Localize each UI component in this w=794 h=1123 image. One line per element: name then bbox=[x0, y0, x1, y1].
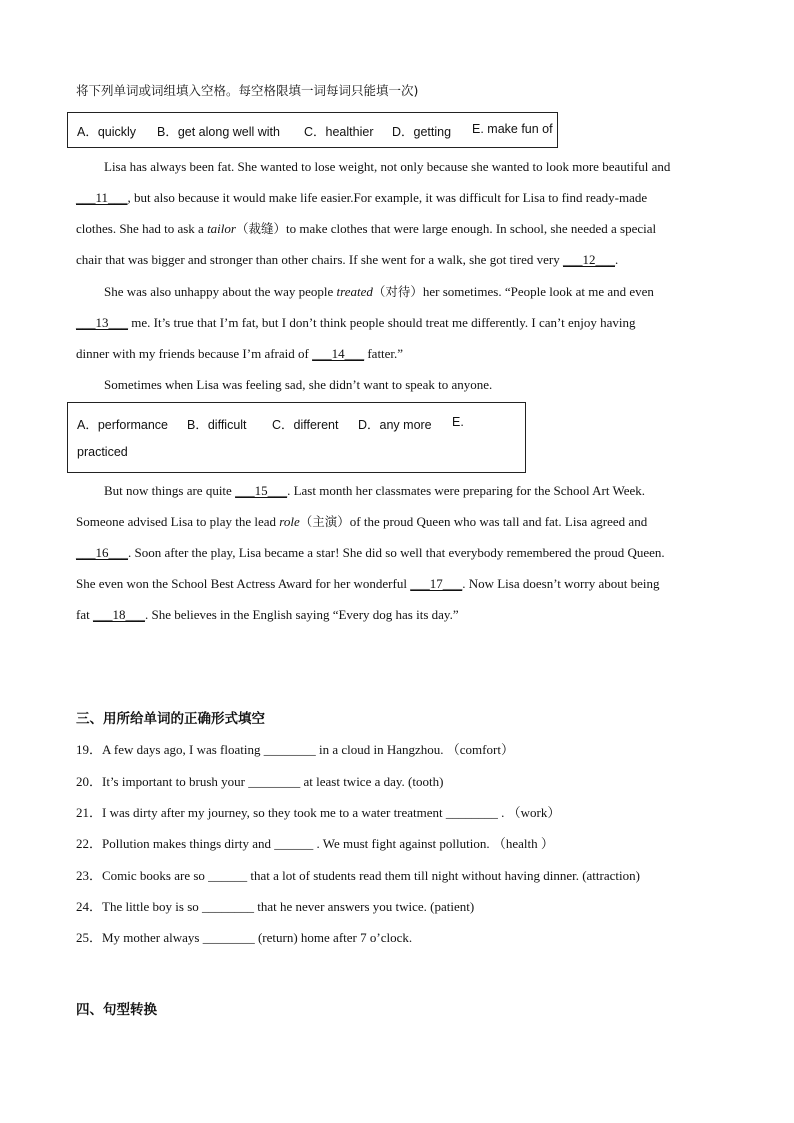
option-a: A．quickly bbox=[77, 125, 137, 139]
blank-11[interactable]: ___11___ bbox=[76, 190, 128, 205]
section-3-title: 三、用所给单词的正确形式填空 bbox=[76, 711, 265, 727]
option-b: B．get along well with bbox=[157, 125, 280, 139]
passage-line: chair that was bigger and stronger than other chairs. If she went for a walk, she got tired very ___12___. bbox=[76, 252, 619, 267]
passage-line: ___11___, but also because it would make life easier.For example, it was difficult for Lisa to find ready-made bbox=[76, 190, 648, 205]
passage-line: Someone advised Lisa to play the lead role（主演）of the proud Queen who was tall and fat. Lisa agreed and bbox=[76, 514, 648, 529]
blank-12[interactable]: ___12___ bbox=[562, 252, 615, 267]
question-25: 25．My mother always ________ (return) home after 7 o’clock. bbox=[76, 930, 413, 945]
passage-line: She even won the School Best Actress Award for her wonderful ___17___. Now Lisa doesn’t worry about being bbox=[76, 576, 660, 591]
option-b: B．difficult bbox=[187, 418, 247, 432]
option-d: D．getting bbox=[392, 125, 452, 139]
instruction: 将下列单词或词组填入空格。每空格限填一词每词只能填一次) bbox=[76, 83, 419, 98]
question-23: 23．Comic books are so ______ that a lot of students read them till night without having dinner. (attraction) bbox=[76, 868, 640, 883]
blank-17[interactable]: ___17___ bbox=[410, 576, 463, 591]
question-24: 24．The little boy is so ________ that he never answers you twice. (patient) bbox=[76, 899, 475, 914]
passage-line: ___16___. Soon after the play, Lisa became a star! She did so well that everybody remembered the proud Queen. bbox=[76, 545, 665, 560]
blank-13[interactable]: ___13___ bbox=[76, 315, 128, 330]
blank-18[interactable]: ___18___ bbox=[92, 607, 145, 622]
blank-14[interactable]: ___14___ bbox=[312, 346, 365, 361]
option-c: C．different bbox=[272, 418, 339, 432]
section-4-title: 四、句型转换 bbox=[76, 1002, 157, 1018]
option-d: D．any more bbox=[358, 418, 432, 432]
passage-line: clothes. She had to ask a tailor（裁缝）to make clothes that were large enough. In school, she needed a special bbox=[76, 221, 657, 236]
passage-line: She was also unhappy about the way people treated（对待）her sometimes. “People look at me and even bbox=[104, 284, 654, 299]
passage-line: Lisa has always been fat. She wanted to lose weight, not only because she wanted to look more beautiful and bbox=[104, 159, 671, 174]
option-e: E. bbox=[452, 415, 464, 429]
question-22: 22．Pollution makes things dirty and ______ . We must fight against pollution. （health ） bbox=[76, 836, 554, 851]
option-c: C．healthier bbox=[304, 125, 374, 139]
word-box-2 bbox=[67, 402, 526, 473]
option-e-cont: practiced bbox=[77, 445, 128, 459]
passage-line: fat ___18___. She believes in the English saying “Every dog has its day.” bbox=[76, 607, 459, 622]
passage-line: But now things are quite ___15___. Last month her classmates were preparing for the School Art Week. bbox=[104, 483, 645, 498]
word-box-1 bbox=[67, 112, 558, 148]
question-19: 19．A few days ago, I was floating ________ in a cloud in Hangzhou. （comfort） bbox=[76, 742, 514, 757]
question-20: 20．It’s important to brush your ________ at least twice a day. (tooth) bbox=[76, 774, 444, 789]
passage-line: dinner with my friends because I’m afraid of ___14___ fatter.” bbox=[76, 346, 404, 361]
option-a: A．performance bbox=[77, 418, 169, 432]
question-21: 21．I was dirty after my journey, so they took me to a water treatment ________ . （work） bbox=[76, 805, 561, 820]
option-e: E. make fun of bbox=[472, 122, 553, 136]
passage-line: Sometimes when Lisa was feeling sad, she didn’t want to speak to anyone. bbox=[104, 377, 493, 392]
blank-15[interactable]: ___15___ bbox=[235, 483, 288, 498]
blank-16[interactable]: ___16___ bbox=[76, 545, 128, 560]
passage-line: ___13___ me. It’s true that I’m fat, but I don’t think people should treat me differently. I can’t enjoy having bbox=[76, 315, 636, 330]
